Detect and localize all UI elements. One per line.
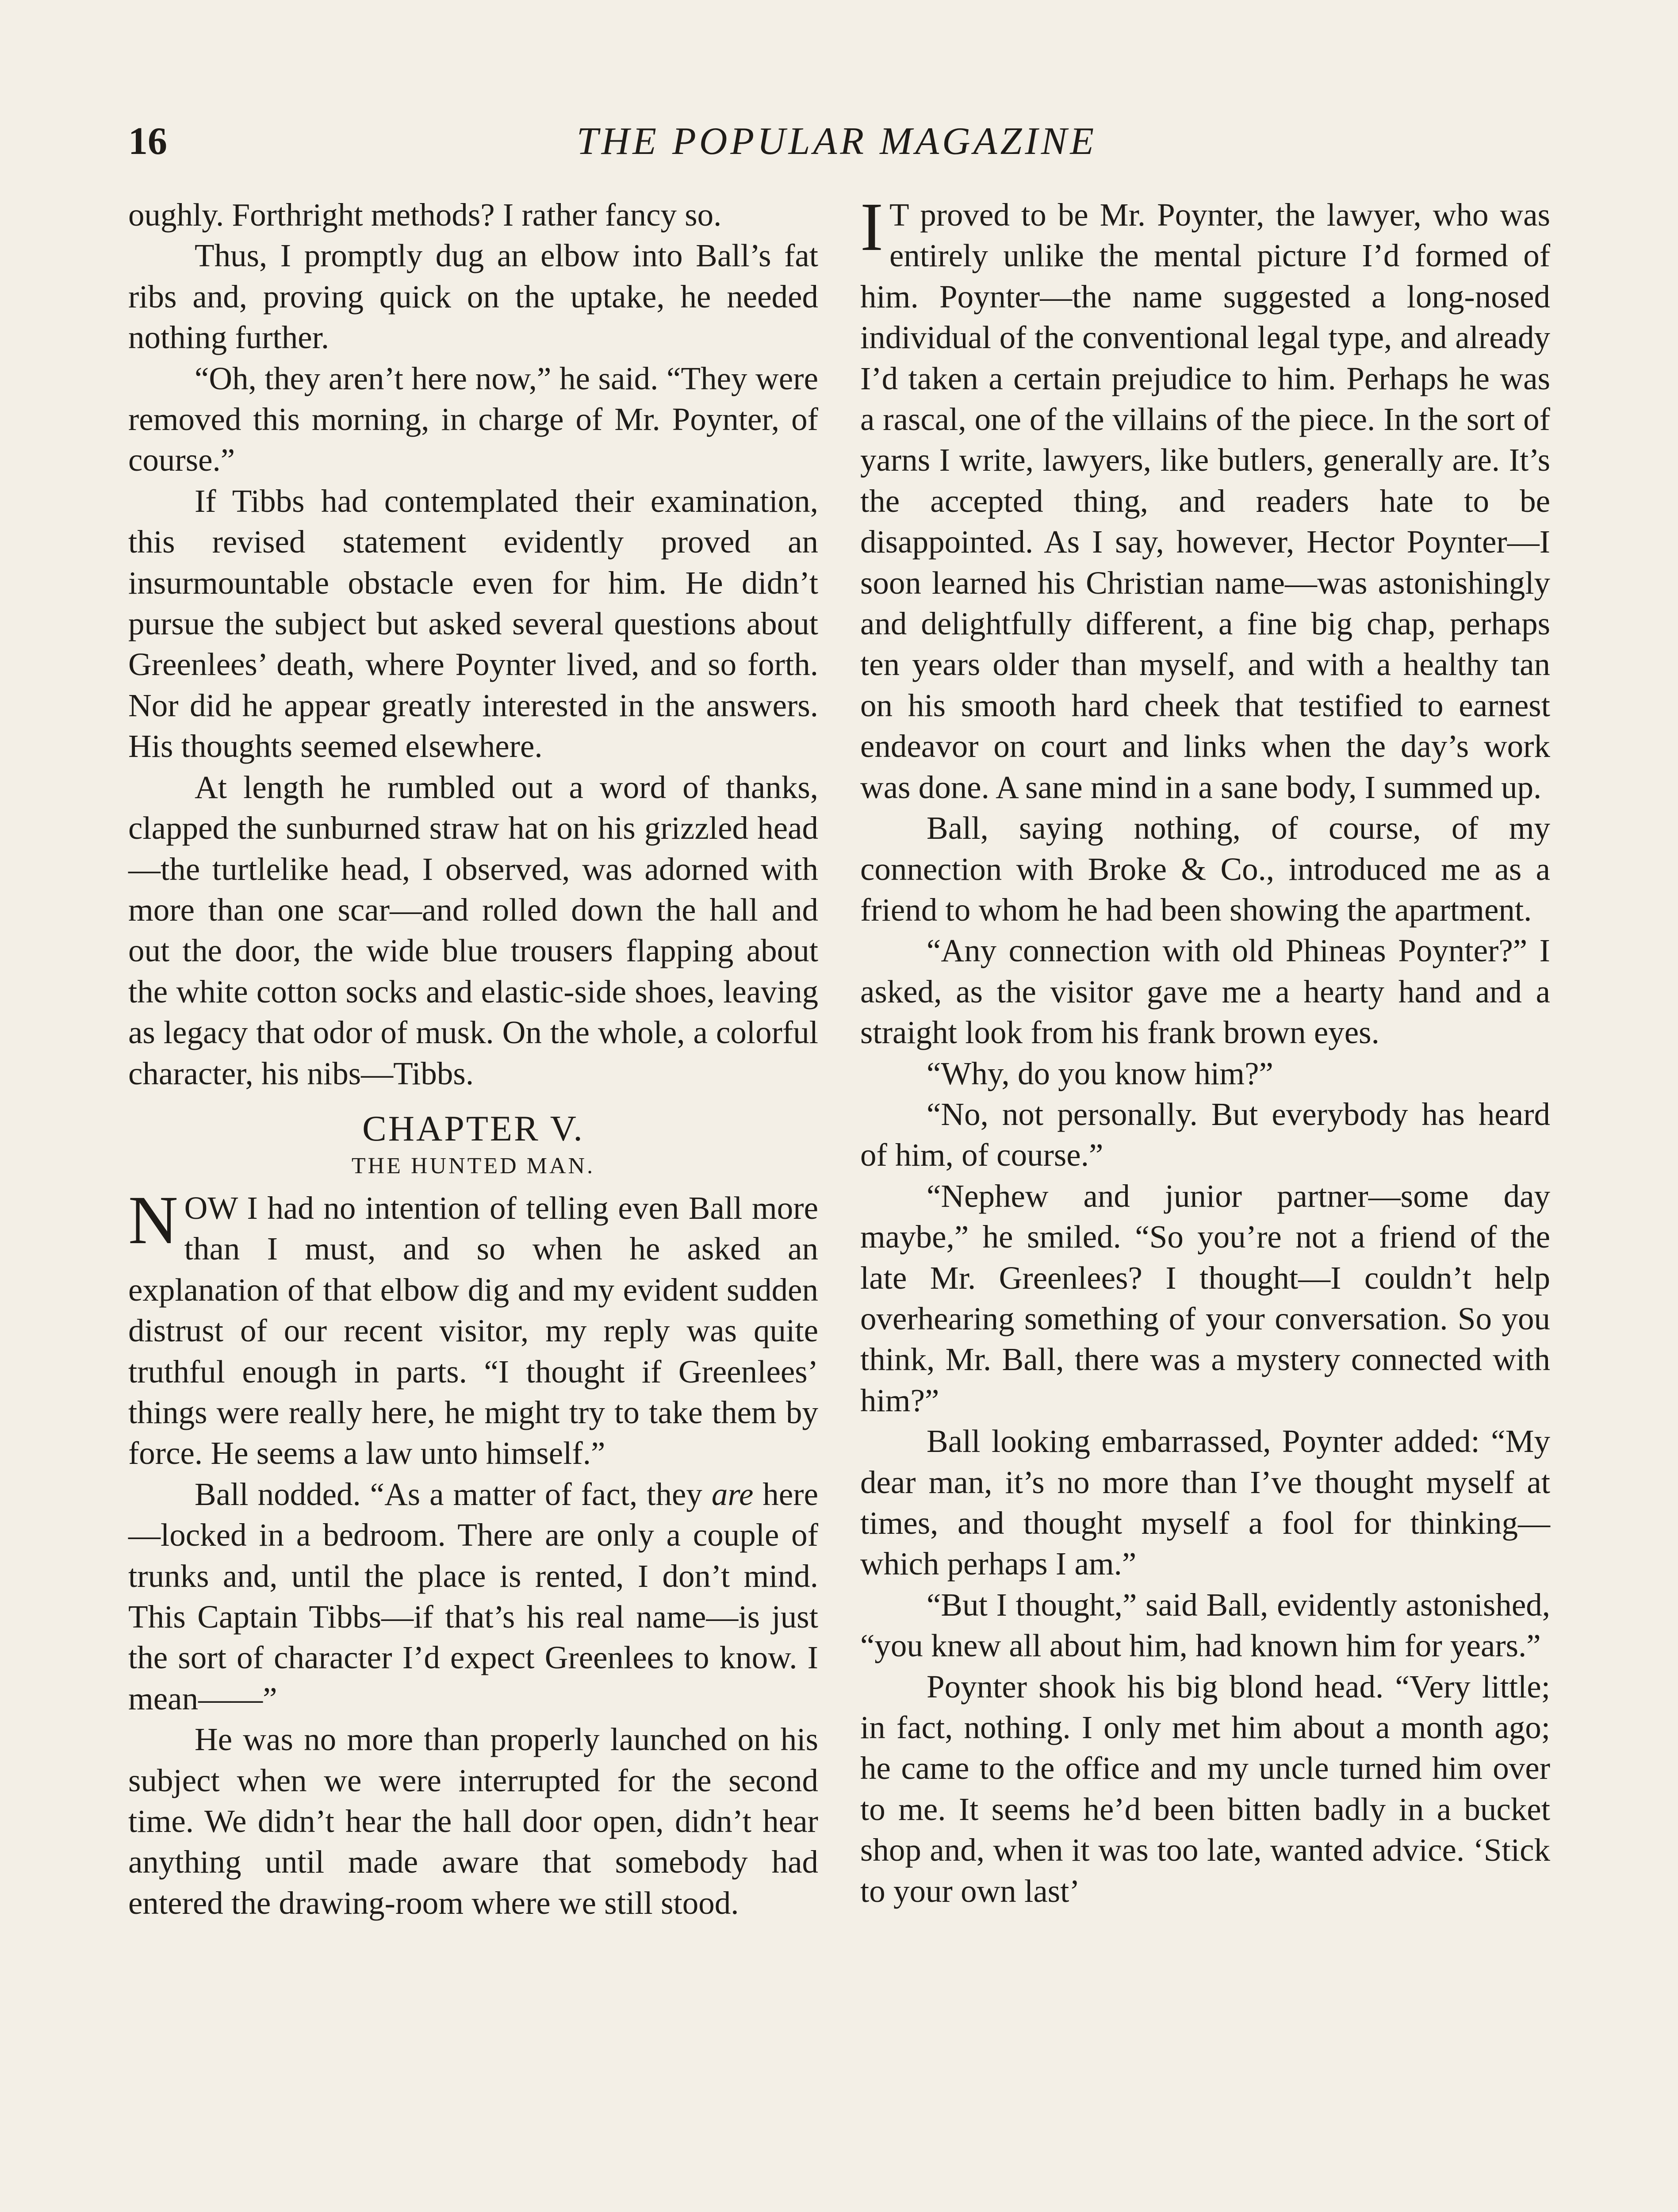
right-column <box>860 188 1550 1912</box>
drop-cap: N <box>128 1181 178 1258</box>
left-column <box>128 195 818 1924</box>
paragraph-text: Ball nodded. “As a matter of fact, they <box>195 1476 712 1512</box>
paragraph-with-dropcap <box>128 1181 818 1474</box>
paragraph-text: T proved to be Mr. Poynter, the lawyer, who was entirely unlike the mental picture I’d formed of him. Poynter—the name suggested a long-nosed individual of the conventional legal type, and already I’d taken a certain prejudice to him. Perhaps he was a rascal, one of the villains of the piece. In the sort of yarns I write, lawyers, like butlers, generally are. It’s the accepted thing, and readers hate to be disappointed. As I say, however, Hector Poynter—I soon learned his Christian name—was astonishingly and delightfully different, a fine big chap, perhaps ten years older than myself, and with a healthy tan on his smooth hard cheek that testified to earnest endeavor on court and links when the day’s work was done. A sane mind in a sane body, I summed up. <box>860 197 1550 805</box>
paragraph-with-dropcap <box>860 188 1550 808</box>
paragraph: “Any connection with old Phineas Poynter?” I asked, as the visitor gave me a hearty hand and a straight look from his frank brown eyes. <box>860 933 1550 1051</box>
drop-cap: I <box>860 188 883 265</box>
paragraph-text: OW I had no intention of telling even Ball more than I must, and so when he asked an explanation of that elbow dig and my evident sudden distrust of our recent visitor, my reply was quite truthful enough in parts. “I thought if Greenlees’ things were really here, he might try to take them by force. He seems a law unto himself.” <box>128 1190 818 1471</box>
running-title: THE POPULAR MAGAZINE <box>576 120 1097 163</box>
paragraph: “Nephew and junior partner—some day maybe,” he smiled. “So you’re not a friend of the late Mr. Greenlees? I thought—I couldn’t help overhearing something of your conversation. So you think, Mr. Ball, there was a mystery connected with him?” <box>860 1178 1550 1418</box>
paragraph-text: here—locked in a bedroom. There are only a couple of trunks and, until the place is rented, I don’t mind. This Captain Tibbs—if that’s his real name—is just the sort of character I’d expect Greenlees to know. I mean——” <box>128 1476 818 1717</box>
paragraph: “Why, do you know him?” <box>927 1055 1273 1091</box>
emphasis: are <box>711 1476 754 1512</box>
paragraph: “No, not personally. But everybody has heard of him, of course.” <box>860 1096 1550 1173</box>
chapter-subtitle: THE HUNTED MAN. <box>351 1153 595 1179</box>
paragraph: Thus, I promptly dug an elbow into Ball’s fat ribs and, proving quick on the uptake, he needed nothing further. <box>128 238 818 356</box>
paragraph: “But I thought,” said Ball, evidently astonished, “you knew all about him, had known him for years.” <box>860 1586 1550 1664</box>
chapter-heading: CHAPTER V. <box>362 1108 584 1148</box>
paragraph: Ball, saying nothing, of course, of my connection with Broke & Co., introduced me as a friend to whom he had been showing the apartment. <box>860 810 1550 928</box>
paragraph: At length he rumbled out a word of thanks, clapped the sunburned straw hat on his grizzled head—the turtlelike head, I observed, was adorned with more than one scar—and rolled down the hall and out the door, the wide blue trousers flapping about the white cotton socks and elastic-side shoes, leaving as legacy that odor of musk. On the whole, a colorful character, his nibs—Tibbs. <box>128 769 818 1091</box>
paragraph: Ball looking embarrassed, Poynter added: “My dear man, it’s no more than I’ve thought myself at times, and thought myself a fool for thinking—which perhaps I am.” <box>860 1423 1550 1582</box>
paragraph <box>128 1474 818 1719</box>
paragraph: If Tibbs had contemplated their examination, this revised statement evidently proved an insurmountable obstacle even for him. He didn’t pursue the subject but asked several questions about Greenlees’ death, where Poynter lived, and so forth. Nor did he appear greatly interested in the answers. His thoughts seemed elsewhere. <box>128 483 818 764</box>
paragraph: He was no more than properly launched on his subject when we were interrupted for the second time. We didn’t hear the hall door open, didn’t hear anything until made aware that somebody had entered the drawing-room where we still stood. <box>128 1721 818 1921</box>
page-header <box>128 113 1545 170</box>
paragraph: Poynter shook his big blond head. “Very little; in fact, nothing. I only met him about a month ago; he came to the office and my uncle turned him over to me. It seems he’d been bitten badly in a bucket shop and, when it was too late, wanted advice. ‘Stick to your own last’ <box>860 1668 1550 1909</box>
page-number: 16 <box>128 120 167 163</box>
paragraph: oughly. Forthright methods? I rather fancy so. <box>128 197 722 233</box>
paragraph: “Oh, they aren’t here now,” he said. “They were removed this morning, in charge of Mr. Poynter, of course.” <box>128 360 818 478</box>
